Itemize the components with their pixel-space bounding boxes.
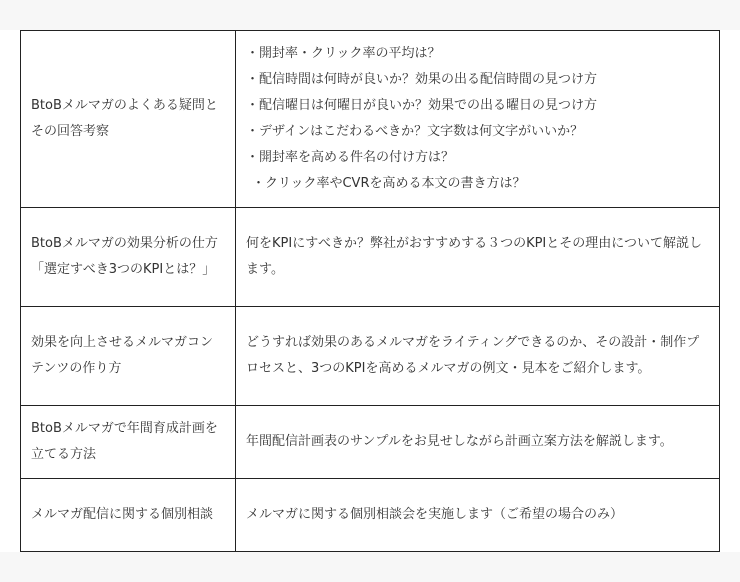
- list-item: ・開封率を高める件名の付け方は？: [246, 150, 455, 165]
- table-row: [21, 406, 720, 479]
- list-item: ・クリック率やCVRを高める本文の書き方は？: [252, 176, 526, 191]
- topic-cell: 効果を向上させるメルマガコンテンツの作り方: [21, 307, 236, 406]
- seminar-agenda-table: [20, 30, 720, 552]
- description-cell: 年間配信計画表のサンプルをお見せしながら計画立案方法を解説します。: [236, 406, 720, 479]
- question-list: [246, 41, 709, 197]
- topic-cell: BtoBメルマガのよくある疑問とその回答考察: [21, 31, 236, 208]
- list-item: ・配信曜日は何曜日が良いか？効果での出る曜日の見つけ方: [246, 98, 598, 113]
- table-row: [21, 479, 720, 552]
- table-row: [21, 307, 720, 406]
- list-item: ・開封率・クリック率の平均は？: [246, 46, 441, 61]
- description-cell: どうすれば効果のあるメルマガをライティングできるのか、その設計・制作プロセスと、3つのKPIを高めるメルマガの例文・見本をご紹介します。: [236, 307, 720, 406]
- topic-cell: BtoBメルマガの効果分析の仕方「選定すべき3つのKPIとは？」: [21, 208, 236, 307]
- table-row: [21, 31, 720, 208]
- topic-cell: BtoBメルマガで年間育成計画を立てる方法: [21, 406, 236, 479]
- content-sheet: [0, 30, 740, 552]
- topic-cell: メルマガ配信に関する個別相談: [21, 479, 236, 552]
- table-row: [21, 208, 720, 307]
- description-cell: 何をKPIにすべきか？弊社がおすすめする３つのKPIとその理由について解説します。: [236, 208, 720, 307]
- list-item: ・デザインはこだわるべきか？文字数は何文字がいいか？: [246, 124, 584, 139]
- list-item: ・配信時間は何時が良いか？効果の出る配信時間の見つけ方: [246, 72, 598, 87]
- description-cell: メルマガに関する個別相談会を実施します（ご希望の場合のみ）: [236, 479, 720, 552]
- description-cell: [236, 31, 720, 208]
